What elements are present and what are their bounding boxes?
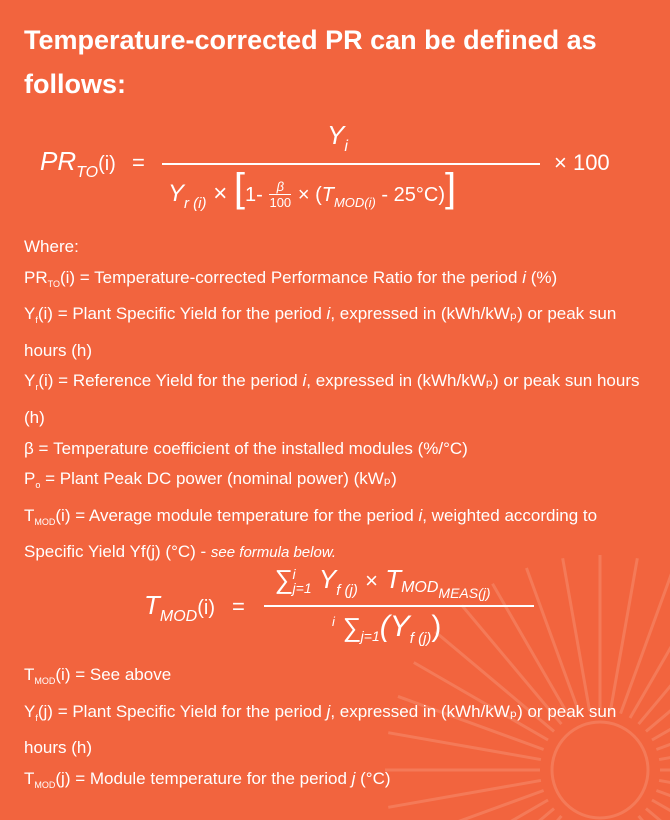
sun-ray <box>414 800 548 820</box>
sum-upper: i <box>292 566 296 583</box>
times-sign-2: × <box>365 568 378 593</box>
definition-variable: i <box>418 505 423 525</box>
definition-item <box>24 660 644 697</box>
definition-tail: , weighted according to Specific Yield Yf(j) (°C) - <box>24 505 598 562</box>
definition-text: = Module temperature for the period <box>70 768 352 788</box>
definition-argument: (i) <box>55 665 71 684</box>
definitions-list-2 <box>24 660 644 800</box>
definition-text: = Plant Specific Yield for the period <box>52 304 327 324</box>
temp-symbol: T <box>321 184 334 206</box>
sun-ray <box>659 780 670 807</box>
sun-ray <box>656 791 670 820</box>
definition-argument: (i) <box>37 304 53 324</box>
open-bracket: [ <box>233 166 245 210</box>
temp-sub: MOD(i) <box>333 195 376 210</box>
hundred: 100 <box>269 195 292 211</box>
tmod-fraction-line <box>264 605 534 607</box>
definition-tail: (%) <box>525 267 558 287</box>
definition-text: = Average module temperature for the period <box>70 505 419 525</box>
definition-symbol: T <box>24 768 35 788</box>
den-sum-symbol: ∑ <box>342 612 361 642</box>
definition-symbol: T <box>24 505 35 525</box>
definition-text: = Temperature coefficient of the installed modules (%/°C) <box>33 438 468 458</box>
tmeas-sub: MOD <box>401 579 439 596</box>
yf-sub: f (j) <box>336 582 358 599</box>
tmod-sub: MOD <box>159 608 198 626</box>
definition-symbol: T <box>24 665 35 684</box>
sum-limits <box>293 567 312 595</box>
yield-sub: i <box>344 138 348 156</box>
definition-symbol: β <box>24 438 34 458</box>
sun-ray <box>462 816 562 820</box>
definition-subscript: o <box>35 480 41 491</box>
beta-fraction <box>269 179 291 210</box>
den-y-sub: f (j) <box>409 630 432 647</box>
tmod-lhs <box>144 590 215 626</box>
sun-ray <box>646 809 670 820</box>
definition-item <box>24 501 644 569</box>
definition-argument: (i) <box>59 267 76 287</box>
definition-item <box>24 464 644 501</box>
pr-denominator <box>168 166 456 212</box>
tmod-symbol: T <box>144 590 160 620</box>
page-title: Temperature-corrected PR can be defined as follows: <box>24 25 597 99</box>
definitions-list <box>24 232 644 569</box>
sun-ray <box>639 816 670 820</box>
definition-subscript: TO <box>47 278 60 289</box>
sum-symbol: ∑ <box>274 564 293 594</box>
definition-subscript: MOD <box>34 516 56 527</box>
pr-equals: = <box>132 150 145 175</box>
beta-symbol: β <box>269 179 291 195</box>
definition-item <box>24 697 644 764</box>
times-sign: × <box>213 180 228 207</box>
close-bracket: ] <box>444 166 457 210</box>
definition-tail: , expressed in (kWh/kWₚ) or peak sun hours (h) <box>24 371 640 427</box>
definition-text: = Plant Specific Yield for the period <box>52 701 327 721</box>
sun-ray <box>652 800 670 820</box>
definition-variable: i <box>326 304 331 324</box>
tmod-arg: (i) <box>197 597 215 619</box>
den-sum-lower: j=1 <box>360 628 380 644</box>
sun-ray <box>656 696 670 749</box>
definition-text: = See above <box>70 665 172 684</box>
sun-ray <box>646 632 670 732</box>
definition-item <box>24 764 644 801</box>
sun-ray <box>659 733 670 760</box>
pr-symbol: PR <box>40 146 77 176</box>
yf-symbol: Y <box>318 564 337 594</box>
definition-subscript: r <box>35 382 39 393</box>
pr-sub: TO <box>76 164 99 182</box>
pr-arg: (i) <box>98 153 116 175</box>
times-hundred: × 100 <box>554 150 610 175</box>
definition-variable: j <box>351 768 356 788</box>
definition-item <box>24 299 644 366</box>
den-sum-upper: i <box>332 614 335 629</box>
definition-text: = Temperature-corrected Performance Ratio for the period <box>75 267 523 287</box>
definition-tail: (°C) <box>355 768 391 788</box>
tmeas-symbol: T <box>385 564 402 594</box>
definition-text: = Reference Yield for the period <box>53 371 303 391</box>
yield-symbol: Y <box>327 120 345 150</box>
tmeas-subsub: MEAS(j) <box>438 585 491 601</box>
definition-symbol: Y <box>24 371 36 391</box>
definition-symbol: Y <box>24 304 36 324</box>
pr-fraction-line <box>162 163 540 165</box>
definition-subscript: f <box>35 315 38 326</box>
definition-symbol: P <box>24 469 36 489</box>
ref-yield-symbol: Y <box>168 180 185 207</box>
tmod-denominator <box>332 610 441 647</box>
definition-subscript: MOD <box>34 779 56 790</box>
definition-item <box>24 263 644 300</box>
definition-argument: (i) <box>38 371 54 391</box>
pr-numerator <box>327 120 348 156</box>
sun-ray <box>435 809 554 820</box>
definition-subscript: f <box>35 712 38 723</box>
definition-tail: , expressed in (kWh/kWₚ) or peak sun hours (h) <box>24 701 617 758</box>
definition-text: = Plant Peak DC power (nominal power) (kWₚ) <box>40 469 397 489</box>
pr-lhs <box>40 146 116 182</box>
definition-variable: i <box>522 267 526 287</box>
definition-variable: i <box>302 371 307 391</box>
definitions-items-2 <box>24 660 644 800</box>
definition-symbol: PR <box>24 267 48 287</box>
definition-note: see formula below. <box>210 544 336 562</box>
definition-item <box>24 366 644 433</box>
den-open-y: (Y <box>379 610 410 643</box>
one-minus: 1- <box>245 184 263 206</box>
definition-argument: (j) <box>37 701 53 721</box>
definition-variable: j <box>326 701 331 721</box>
definition-tail: , expressed in (kWh/kWₚ) or peak sun hours (h) <box>24 304 617 360</box>
den-close: ) <box>431 610 442 643</box>
sum-lower: j=1 <box>292 580 312 597</box>
definition-item <box>24 434 644 465</box>
definition-subscript: MOD <box>34 676 56 686</box>
where-label: Where: <box>24 237 79 256</box>
sun-ray <box>652 663 670 741</box>
temp-rest: - 25°C) <box>375 184 445 206</box>
times-paren: × ( <box>297 184 322 206</box>
tmod-equals: = <box>232 594 245 619</box>
definition-argument: (j) <box>55 768 71 788</box>
definition-symbol: Y <box>24 701 36 721</box>
tmod-numerator <box>274 564 491 601</box>
definitions-items <box>24 263 644 569</box>
ref-yield-sub: r (i) <box>184 195 207 212</box>
definition-argument: (i) <box>55 505 71 525</box>
